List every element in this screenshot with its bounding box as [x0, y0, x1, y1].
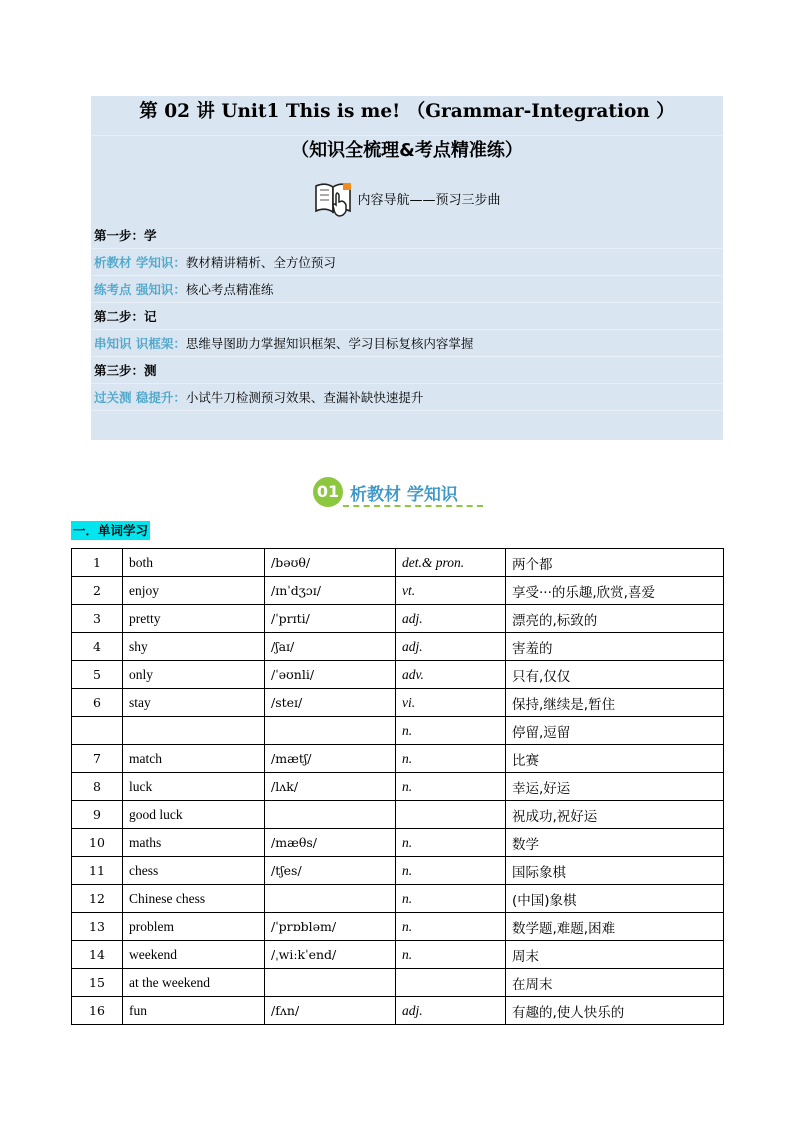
nav-label: 内容导航——预习三步曲 — [357, 192, 501, 208]
cell-number: 13 — [72, 913, 123, 941]
cell-part-of-speech: vi. — [396, 689, 506, 717]
cell-number: 5 — [72, 661, 123, 689]
cell-number: 14 — [72, 941, 123, 969]
cell-meaning: 停留,逗留 — [506, 717, 724, 745]
header-box — [91, 96, 723, 440]
cell-part-of-speech: adj. — [396, 633, 506, 661]
subsection-title: 一．单词学习 — [73, 523, 149, 538]
cell-phonetic: /ʃaɪ/ — [265, 633, 396, 661]
cell-word: shy — [123, 633, 265, 661]
cell-phonetic: /bəʊθ/ — [265, 549, 396, 577]
cell-part-of-speech: n. — [396, 941, 506, 969]
cell-phonetic: /steɪ/ — [265, 689, 396, 717]
cell-phonetic: /fʌn/ — [265, 997, 396, 1025]
cell-part-of-speech: n. — [396, 745, 506, 773]
lesson-subtitle: （知识全梳理&考点精准练） — [291, 140, 523, 161]
cell-part-of-speech — [396, 969, 506, 997]
table-row — [72, 633, 724, 661]
cell-number: 9 — [72, 801, 123, 829]
cell-meaning: (中国)象棋 — [506, 885, 724, 913]
cell-part-of-speech: adj. — [396, 605, 506, 633]
table-row — [72, 661, 724, 689]
vocab-table-body — [72, 549, 724, 1025]
table-row — [72, 745, 724, 773]
cell-word: pretty — [123, 605, 265, 633]
step1-label: 第一步：学 — [94, 228, 157, 243]
cell-number: 8 — [72, 773, 123, 801]
cell-part-of-speech: adv. — [396, 661, 506, 689]
cell-word: problem — [123, 913, 265, 941]
line4-tag: 过关测 稳提升： — [94, 390, 186, 405]
cell-part-of-speech: n. — [396, 829, 506, 857]
cell-part-of-speech: n. — [396, 857, 506, 885]
line4-text: 小试牛刀检测预习效果、查漏补缺快速提升 — [185, 390, 424, 405]
cell-word: at the weekend — [123, 969, 265, 997]
cell-number: 16 — [72, 997, 123, 1025]
cell-number — [72, 717, 123, 745]
cell-part-of-speech — [396, 801, 506, 829]
line2-text: 核心考点精准练 — [185, 282, 274, 297]
step3-label: 第三步：测 — [94, 363, 157, 378]
cell-phonetic: /ɪnˈdʒɔɪ/ — [265, 577, 396, 605]
cell-word: stay — [123, 689, 265, 717]
vocab-table — [71, 548, 724, 1025]
line3-tag: 串知识 识框架： — [94, 336, 186, 351]
cell-meaning: 幸运,好运 — [506, 773, 724, 801]
book-hand-icon — [313, 178, 355, 218]
cell-word: fun — [123, 997, 265, 1025]
cell-number: 7 — [72, 745, 123, 773]
step1-row — [91, 222, 723, 249]
line4-row — [91, 384, 723, 411]
table-row — [72, 577, 724, 605]
cell-phonetic: /mætʃ/ — [265, 745, 396, 773]
cell-word: enjoy — [123, 577, 265, 605]
cell-word: weekend — [123, 941, 265, 969]
cell-number: 6 — [72, 689, 123, 717]
cell-phonetic — [265, 801, 396, 829]
cell-phonetic: /ˈprɒbləm/ — [265, 913, 396, 941]
line3-row — [91, 330, 723, 357]
line2-tag: 练考点 强知识： — [94, 282, 186, 297]
cell-part-of-speech: adj. — [396, 997, 506, 1025]
cell-phonetic — [265, 885, 396, 913]
lesson-title: 第 02 讲 Unit1 This is me! （Grammar-Integration ） — [91, 96, 723, 136]
cell-meaning: 害羞的 — [506, 633, 724, 661]
section-number-badge: 01 — [313, 477, 343, 507]
table-row — [72, 829, 724, 857]
cell-number: 4 — [72, 633, 123, 661]
table-row — [72, 997, 724, 1025]
cell-phonetic: /lʌk/ — [265, 773, 396, 801]
cell-part-of-speech: n. — [396, 717, 506, 745]
line1-tag: 析教材 学知识： — [94, 255, 186, 270]
cell-word: Chinese chess — [123, 885, 265, 913]
cell-phonetic — [265, 717, 396, 745]
cell-word: luck — [123, 773, 265, 801]
cell-meaning: 祝成功,祝好运 — [506, 801, 724, 829]
cell-part-of-speech: n. — [396, 885, 506, 913]
cell-part-of-speech: det.& pron. — [396, 549, 506, 577]
cell-part-of-speech: n. — [396, 913, 506, 941]
table-row — [72, 605, 724, 633]
cell-part-of-speech: n. — [396, 773, 506, 801]
cell-word: maths — [123, 829, 265, 857]
table-row — [72, 857, 724, 885]
step2-row — [91, 303, 723, 330]
cell-meaning: 享受···的乐趣,欣赏,喜爱 — [506, 577, 724, 605]
cell-phonetic: /ˈəʊnli/ — [265, 661, 396, 689]
cell-meaning: 数学 — [506, 829, 724, 857]
line3-text: 思维导图助力掌握知识框架、学习目标复核内容掌握 — [185, 336, 474, 351]
section-title: 析教材 学知识 — [350, 484, 458, 505]
cell-word: only — [123, 661, 265, 689]
cell-meaning: 漂亮的,标致的 — [506, 605, 724, 633]
cell-word: good luck — [123, 801, 265, 829]
line2-row — [91, 276, 723, 303]
step2-label: 第二步：记 — [94, 309, 157, 324]
table-row — [72, 941, 724, 969]
cell-phonetic: /ˈprɪti/ — [265, 605, 396, 633]
cell-word: match — [123, 745, 265, 773]
cell-meaning: 只有,仅仅 — [506, 661, 724, 689]
cell-word: chess — [123, 857, 265, 885]
cell-number: 15 — [72, 969, 123, 997]
cell-meaning: 比赛 — [506, 745, 724, 773]
cell-phonetic: /mæθs/ — [265, 829, 396, 857]
content-navigation — [91, 176, 723, 220]
cell-meaning: 数学题,难题,困难 — [506, 913, 724, 941]
cell-word: both — [123, 549, 265, 577]
cell-meaning: 保持,继续是,暂住 — [506, 689, 724, 717]
cell-meaning: 在周末 — [506, 969, 724, 997]
section-underline — [343, 505, 483, 507]
cell-number: 1 — [72, 549, 123, 577]
table-row — [72, 801, 724, 829]
cell-meaning: 周末 — [506, 941, 724, 969]
cell-number: 2 — [72, 577, 123, 605]
line1-text: 教材精讲精析、全方位预习 — [185, 255, 336, 270]
table-row — [72, 885, 724, 913]
cell-number: 10 — [72, 829, 123, 857]
cell-meaning: 国际象棋 — [506, 857, 724, 885]
cell-phonetic: /tʃes/ — [265, 857, 396, 885]
cell-part-of-speech: vt. — [396, 577, 506, 605]
table-row — [72, 689, 724, 717]
cell-meaning: 有趣的,使人快乐的 — [506, 997, 724, 1025]
cell-number: 12 — [72, 885, 123, 913]
step3-row — [91, 357, 723, 384]
cell-phonetic: /ˌwiːkˈend/ — [265, 941, 396, 969]
table-row — [72, 969, 724, 997]
table-row — [72, 549, 724, 577]
table-row — [72, 913, 724, 941]
table-row — [72, 773, 724, 801]
cell-word — [123, 717, 265, 745]
section-heading — [313, 475, 458, 509]
table-row — [72, 717, 724, 745]
cell-number: 11 — [72, 857, 123, 885]
cell-number: 3 — [72, 605, 123, 633]
cell-meaning: 两个都 — [506, 549, 724, 577]
cell-phonetic — [265, 969, 396, 997]
line1-row — [91, 249, 723, 276]
